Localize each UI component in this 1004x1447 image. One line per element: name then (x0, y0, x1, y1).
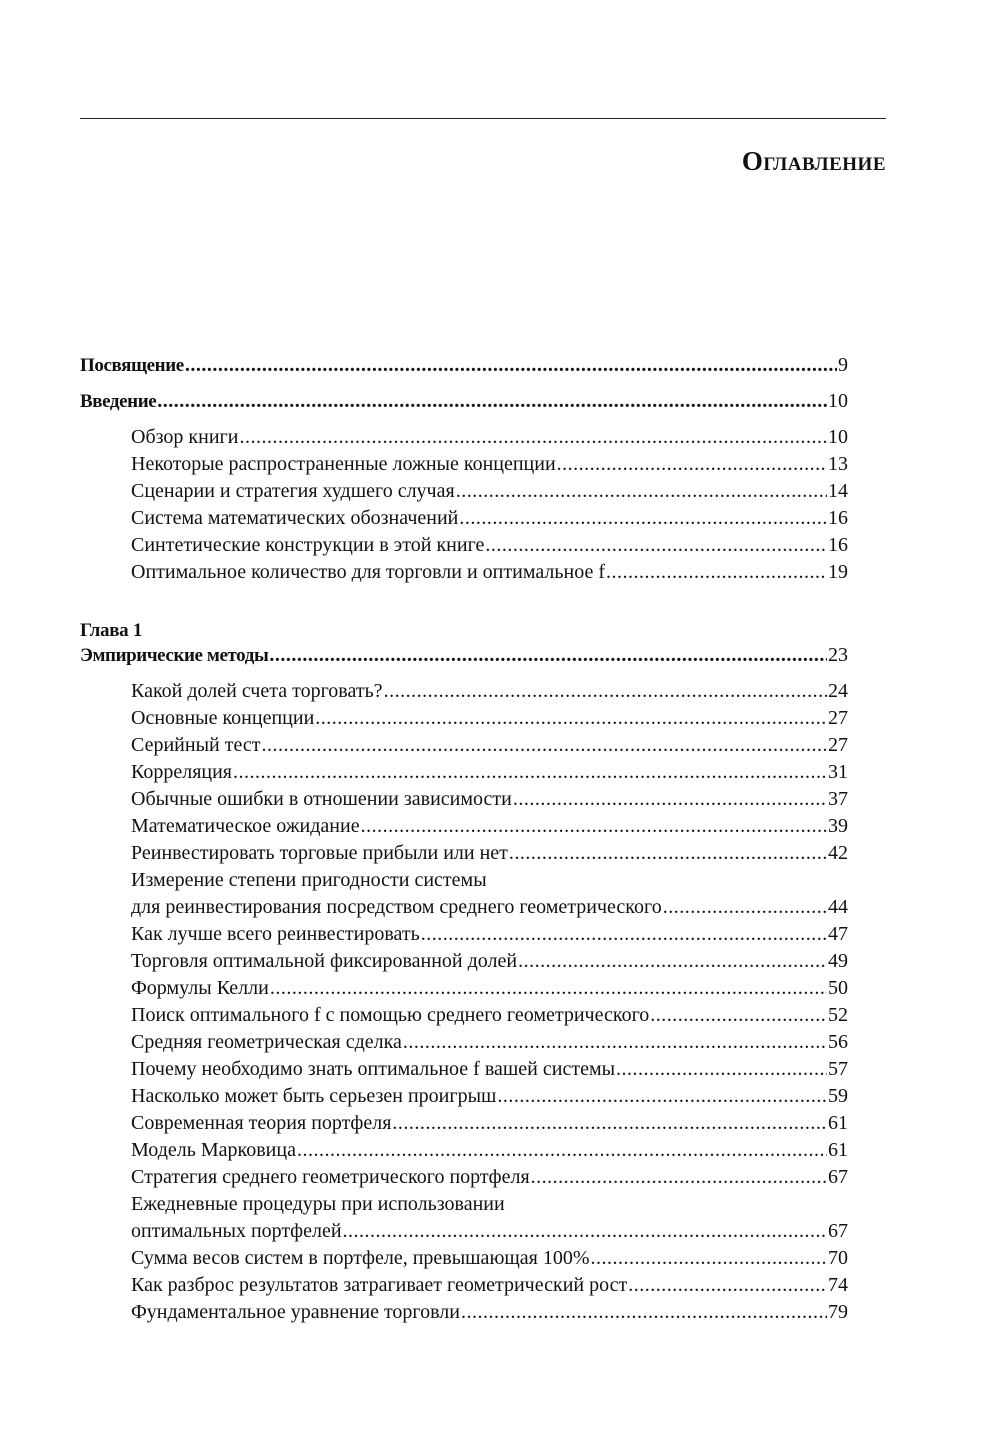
toc-entry-page: 10 (828, 426, 848, 448)
toc-entry-page: 16 (828, 507, 848, 529)
introduction-sections (80, 424, 848, 586)
dot-leader (513, 786, 827, 813)
toc-entry-page: 37 (828, 788, 848, 810)
toc-entry-page: 57 (828, 1058, 848, 1080)
dot-leader (270, 975, 827, 1002)
toc-entry (80, 1029, 848, 1056)
toc-entry-label: Эмпирические методы (80, 645, 269, 666)
dot-leader (628, 1272, 827, 1299)
toc-entry-page: 56 (828, 1031, 848, 1053)
toc-entry (80, 451, 848, 478)
toc-entry-label: Средняя геометрическая сделка (131, 1031, 402, 1053)
toc-entry (80, 1110, 848, 1137)
toc-entry-page: 42 (828, 842, 848, 864)
toc-item[interactable] (80, 678, 848, 705)
dot-leader (233, 759, 827, 786)
toc-entry-page: 50 (828, 977, 848, 999)
toc-entry-page: 13 (828, 453, 848, 475)
toc-entry-page: 67 (828, 1220, 848, 1242)
toc-entry-label: Серийный тест (131, 734, 261, 756)
toc-entry (80, 759, 848, 786)
toc-entry-label: Модель Марковица (131, 1139, 296, 1161)
toc-entry-label-line1: Измерение степени пригодности системы (131, 869, 487, 891)
toc-item[interactable] (80, 921, 848, 948)
toc-entry (80, 705, 848, 732)
toc-entry-label: Сумма весов систем в портфеле, превышающая 100% (131, 1247, 590, 1269)
toc-item[interactable] (80, 559, 848, 586)
toc-entry (80, 532, 848, 559)
toc-entry-label: Основные концепции (131, 707, 315, 729)
toc-entry (80, 1218, 848, 1245)
toc-entry-label: Реинвестировать торговые прибыли или нет (131, 842, 508, 864)
toc-entry-page: 74 (828, 1274, 848, 1296)
toc-entry-page: 24 (828, 680, 848, 702)
dot-leader (384, 678, 827, 705)
toc-entry-label: Какой долей счета торговать? (131, 680, 383, 702)
toc-entry-page: 49 (828, 950, 848, 972)
toc-item[interactable] (80, 532, 848, 559)
dot-leader (509, 840, 827, 867)
toc-entry-page: 39 (828, 815, 848, 837)
toc-item[interactable] (80, 840, 848, 867)
toc-item[interactable] (80, 1137, 848, 1164)
chapter-1-sections (80, 678, 848, 1326)
toc-entry-page: 52 (828, 1004, 848, 1026)
toc-entry (80, 732, 848, 759)
toc-entry-introduction[interactable] (80, 388, 848, 415)
toc-item[interactable] (80, 1272, 848, 1299)
toc-entry-page: 44 (828, 896, 848, 918)
dot-leader (421, 921, 827, 948)
toc-entry-label: Поиск оптимального f с помощью среднего геометрического (131, 1004, 650, 1026)
toc-entry-page: 27 (828, 734, 848, 756)
dot-leader (459, 505, 827, 532)
toc-entry-label: Как лучше всего реинвестировать (131, 923, 420, 945)
toc-entry-page: 79 (828, 1301, 848, 1323)
toc-entry (80, 559, 848, 586)
dot-leader (650, 1002, 827, 1029)
dot-leader (261, 732, 827, 759)
toc-entry-label: Стратегия среднего геометрического портфеля (131, 1166, 530, 1188)
toc-entry-label: Система математических обозначений (131, 507, 459, 529)
dot-leader (157, 388, 827, 415)
dot-leader (392, 1110, 827, 1137)
toc-entry-label: Современная теория портфеля (131, 1112, 392, 1134)
toc-entry (80, 1056, 848, 1083)
toc-entry (80, 921, 848, 948)
toc-entry-label: Посвящение (80, 355, 184, 376)
dot-leader (663, 894, 827, 921)
toc-entry-chapter-1[interactable] (80, 642, 848, 669)
dot-leader (361, 813, 827, 840)
toc-entry-page: 10 (828, 390, 848, 412)
chapter-label: Глава 1 (80, 620, 143, 641)
dot-leader (343, 1218, 827, 1245)
toc-entry-label: для реинвестирования посредством среднего геометрического (131, 896, 662, 918)
toc-item[interactable] (80, 1110, 848, 1137)
toc-entry-label: Формулы Келли (131, 977, 269, 999)
dot-leader (239, 424, 827, 451)
toc-entry-page: 61 (828, 1112, 848, 1134)
toc-entry-label: Обзор книги (131, 426, 239, 448)
toc-entry (80, 1272, 848, 1299)
toc-entry (80, 948, 848, 975)
dot-leader (485, 532, 827, 559)
toc-entry (80, 1137, 848, 1164)
toc-item[interactable] (80, 1083, 848, 1110)
toc-item[interactable] (80, 1164, 848, 1191)
toc-item[interactable] (80, 1029, 848, 1056)
toc-entry-label: Математическое ожидание (131, 815, 360, 837)
toc-entry-label: Корреляция (131, 761, 233, 783)
toc-item[interactable] (80, 948, 848, 975)
toc-item[interactable] (80, 759, 848, 786)
toc-item[interactable] (80, 1299, 848, 1326)
toc-entry-page: 67 (828, 1166, 848, 1188)
toc-item[interactable] (80, 424, 848, 451)
toc-entry (80, 424, 848, 451)
toc-entry-label: Синтетические конструкции в этой книге (131, 534, 485, 556)
toc-entry (80, 1299, 848, 1326)
toc-entry-page: 59 (828, 1085, 848, 1107)
dot-leader (557, 451, 827, 478)
toc-entry (80, 1164, 848, 1191)
toc-item[interactable] (80, 1002, 848, 1029)
toc-item[interactable] (80, 786, 848, 813)
toc-item[interactable] (80, 813, 848, 840)
toc-entry (80, 894, 848, 921)
toc-item[interactable] (80, 1245, 848, 1272)
toc-entry-page: 16 (828, 534, 848, 556)
dot-leader (315, 705, 827, 732)
toc-item[interactable] (80, 505, 848, 532)
toc-entry (80, 1245, 848, 1272)
toc-entry-page: 19 (828, 561, 848, 583)
dot-leader (518, 948, 827, 975)
toc-item[interactable] (80, 451, 848, 478)
toc-entry-label: Торговля оптимальной фиксированной долей (131, 950, 518, 972)
dot-leader (497, 1083, 827, 1110)
toc-entry-page: 14 (828, 480, 848, 502)
dot-leader (185, 352, 837, 379)
toc-entry (80, 840, 848, 867)
toc-entry (80, 813, 848, 840)
toc-item[interactable] (80, 705, 848, 732)
dot-leader (461, 1299, 827, 1326)
toc-entry-page: 9 (838, 354, 848, 376)
dot-leader (591, 1245, 827, 1272)
toc-item[interactable] (80, 732, 848, 759)
toc-entry-label: Как разброс результатов затрагивает геометрический рост (131, 1274, 628, 1296)
dot-leader (297, 1137, 827, 1164)
toc-entry-label: оптимальных портфелей (131, 1220, 342, 1242)
page-title: Оглавление (741, 146, 886, 176)
toc-entry-label: Почему необходимо знать оптимальное f вашей системы (131, 1058, 616, 1080)
toc-entry (80, 1083, 848, 1110)
toc-entry-page: 61 (828, 1139, 848, 1161)
toc-entry-dedication[interactable] (80, 352, 848, 379)
toc-entry (80, 786, 848, 813)
dot-leader (531, 1164, 827, 1191)
toc-entry-page: 47 (828, 923, 848, 945)
toc-item[interactable] (80, 478, 848, 505)
toc-entry (80, 505, 848, 532)
toc-entry-page: 27 (828, 707, 848, 729)
toc-item[interactable] (80, 975, 848, 1002)
toc-entry-label: Оптимальное количество для торговли и оптимальное f (131, 561, 605, 583)
toc-item[interactable] (80, 867, 848, 921)
toc-entry-page: 70 (828, 1247, 848, 1269)
dot-leader (606, 559, 827, 586)
dot-leader (403, 1029, 827, 1056)
toc-entry-label: Некоторые распространенные ложные концепции (131, 453, 556, 475)
toc-item[interactable] (80, 1191, 848, 1245)
toc-entry-label: Введение (80, 391, 157, 412)
toc-entry-label: Фундаментальное уравнение торговли (131, 1301, 460, 1323)
toc-item[interactable] (80, 1056, 848, 1083)
dot-leader (269, 642, 827, 669)
toc-entry-label: Насколько может быть серьезен проигрыш (131, 1085, 497, 1107)
dot-leader (616, 1056, 827, 1083)
toc-entry-label: Обычные ошибки в отношении зависимости (131, 788, 512, 810)
toc-entry (80, 478, 848, 505)
dot-leader (456, 478, 827, 505)
toc-entry (80, 678, 848, 705)
header-rule (80, 118, 886, 119)
toc-entry-page: 23 (828, 644, 848, 666)
toc-entry (80, 975, 848, 1002)
table-of-contents (80, 352, 848, 1326)
toc-entry-label-line1: Ежедневные процедуры при использовании (131, 1193, 505, 1215)
toc-entry-label: Сценарии и стратегия худшего случая (131, 480, 455, 502)
toc-entry-page: 31 (828, 761, 848, 783)
toc-entry (80, 1002, 848, 1029)
